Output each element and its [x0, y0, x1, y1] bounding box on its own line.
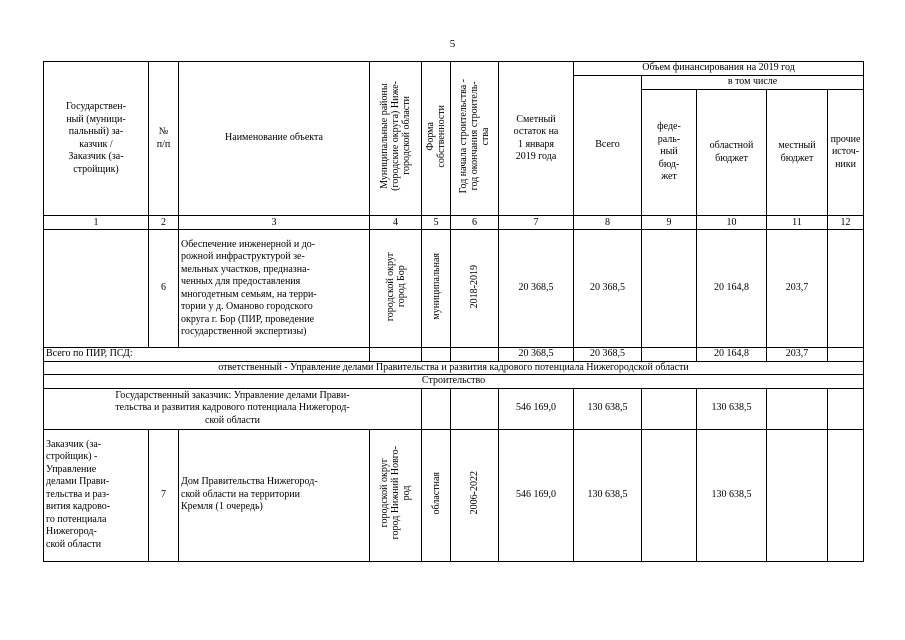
subtotal-empty-9	[642, 348, 697, 362]
subtotal-empty-6	[451, 348, 499, 362]
table-row	[44, 230, 864, 348]
sc-empty-12	[828, 388, 864, 429]
col-num-3: 3	[179, 216, 370, 230]
table-row	[44, 429, 864, 561]
row2-local	[767, 429, 828, 561]
subtotal-estimate: 20 368,5	[499, 348, 574, 362]
row1-years: 2018-2019	[451, 230, 499, 348]
row2-years: 2006-2022	[451, 429, 499, 561]
col-num-11: 11	[767, 216, 828, 230]
row2-customer: Заказчик (за- стройщик) - Управление делами Прави- тельства и раз- вития кадрово- го потенциала Нижегород- ской области	[44, 429, 149, 561]
state-customer-label: Государственный заказчик: Управление делами Прави- тельства и развития кадрового потенциала Нижегород- ской области	[44, 388, 422, 429]
row2-municipality: городской округ город Нижний Новго- род	[370, 429, 422, 561]
row1-ownership: муниципальная	[422, 230, 451, 348]
row1-regional: 20 164,8	[697, 230, 767, 348]
section-title: Строительство	[44, 375, 864, 389]
subtotal-local: 203,7	[767, 348, 828, 362]
row2-ownership: областная	[422, 429, 451, 561]
row2-regional: 130 638,5	[697, 429, 767, 561]
row1-name: Обеспечение инженерной и до- рожной инфраструктурой зе- мельных участков, предназна- ченных для предоставления многодетным семьям, на терри- тории у д. Оманово городского округа г. Бор (ПИР, проведение государственной экспертизы)	[179, 230, 370, 348]
header-customer: Государствен- ный (муници- пальный) за- казчик / Заказчик (за- стройщик)	[44, 62, 149, 216]
header-estimate: Сметный остаток на 1 января 2019 года	[499, 62, 574, 216]
subtotal-empty-12	[828, 348, 864, 362]
row1-customer	[44, 230, 149, 348]
row2-other	[828, 429, 864, 561]
row1-local: 203,7	[767, 230, 828, 348]
responsible-text: ответственный - Управление делами Правительства и развития кадрового потенциала Нижегородской области	[44, 361, 864, 375]
subtotal-regional: 20 164,8	[697, 348, 767, 362]
state-customer-row	[44, 388, 864, 429]
subtotal-total: 20 368,5	[574, 348, 642, 362]
subtotal-empty-5	[422, 348, 451, 362]
col-num-10: 10	[697, 216, 767, 230]
row2-num: 7	[149, 429, 179, 561]
column-numbers-row	[44, 216, 864, 230]
col-num-2: 2	[149, 216, 179, 230]
header-num: № п/п	[149, 62, 179, 216]
row1-municipality: городской округ город Бор	[370, 230, 422, 348]
col-num-1: 1	[44, 216, 149, 230]
state-customer-estimate: 546 169,0	[499, 388, 574, 429]
subtotal-empty-4	[370, 348, 422, 362]
col-num-8: 8	[574, 216, 642, 230]
header-municipality: Муниципальные районы (городские округа) Ниже- городской области	[370, 62, 422, 216]
state-customer-total: 130 638,5	[574, 388, 642, 429]
col-num-7: 7	[499, 216, 574, 230]
row1-total: 20 368,5	[574, 230, 642, 348]
state-customer-regional: 130 638,5	[697, 388, 767, 429]
row1-federal	[642, 230, 697, 348]
header-object-name: Наименование объекта	[179, 62, 370, 216]
header-other: прочие источ- ники	[828, 90, 864, 216]
sc-empty-5	[422, 388, 451, 429]
row1-estimate: 20 368,5	[499, 230, 574, 348]
row2-estimate: 546 169,0	[499, 429, 574, 561]
row2-name: Дом Правительства Нижегород- ской области на территории Кремля (1 очередь)	[179, 429, 370, 561]
col-num-4: 4	[370, 216, 422, 230]
responsible-row	[44, 361, 864, 375]
col-num-6: 6	[451, 216, 499, 230]
financing-table	[43, 61, 864, 562]
sc-empty-11	[767, 388, 828, 429]
header-total: Всего	[574, 76, 642, 216]
section-row	[44, 375, 864, 389]
header-financing: Объем финансирования на 2019 год	[574, 62, 864, 76]
header-regional: областной бюджет	[697, 90, 767, 216]
row2-total: 130 638,5	[574, 429, 642, 561]
row1-num: 6	[149, 230, 179, 348]
sc-empty-9	[642, 388, 697, 429]
row1-other	[828, 230, 864, 348]
header-local: местный бюджет	[767, 90, 828, 216]
col-num-12: 12	[828, 216, 864, 230]
row2-federal	[642, 429, 697, 561]
page-number: 5	[449, 38, 456, 50]
header-years: Год начала строительства - год окончания строитель- ства	[451, 62, 499, 216]
header-including: в том числе	[642, 76, 864, 90]
header-ownership: Форма собственности	[422, 62, 451, 216]
subtotal-label: Всего по ПИР, ПСД:	[44, 348, 370, 362]
header-row-1	[44, 62, 864, 76]
header-federal: феде- раль- ный бюд- жет	[642, 90, 697, 216]
subtotal-row	[44, 348, 864, 362]
col-num-5: 5	[422, 216, 451, 230]
sc-empty-6	[451, 388, 499, 429]
col-num-9: 9	[642, 216, 697, 230]
